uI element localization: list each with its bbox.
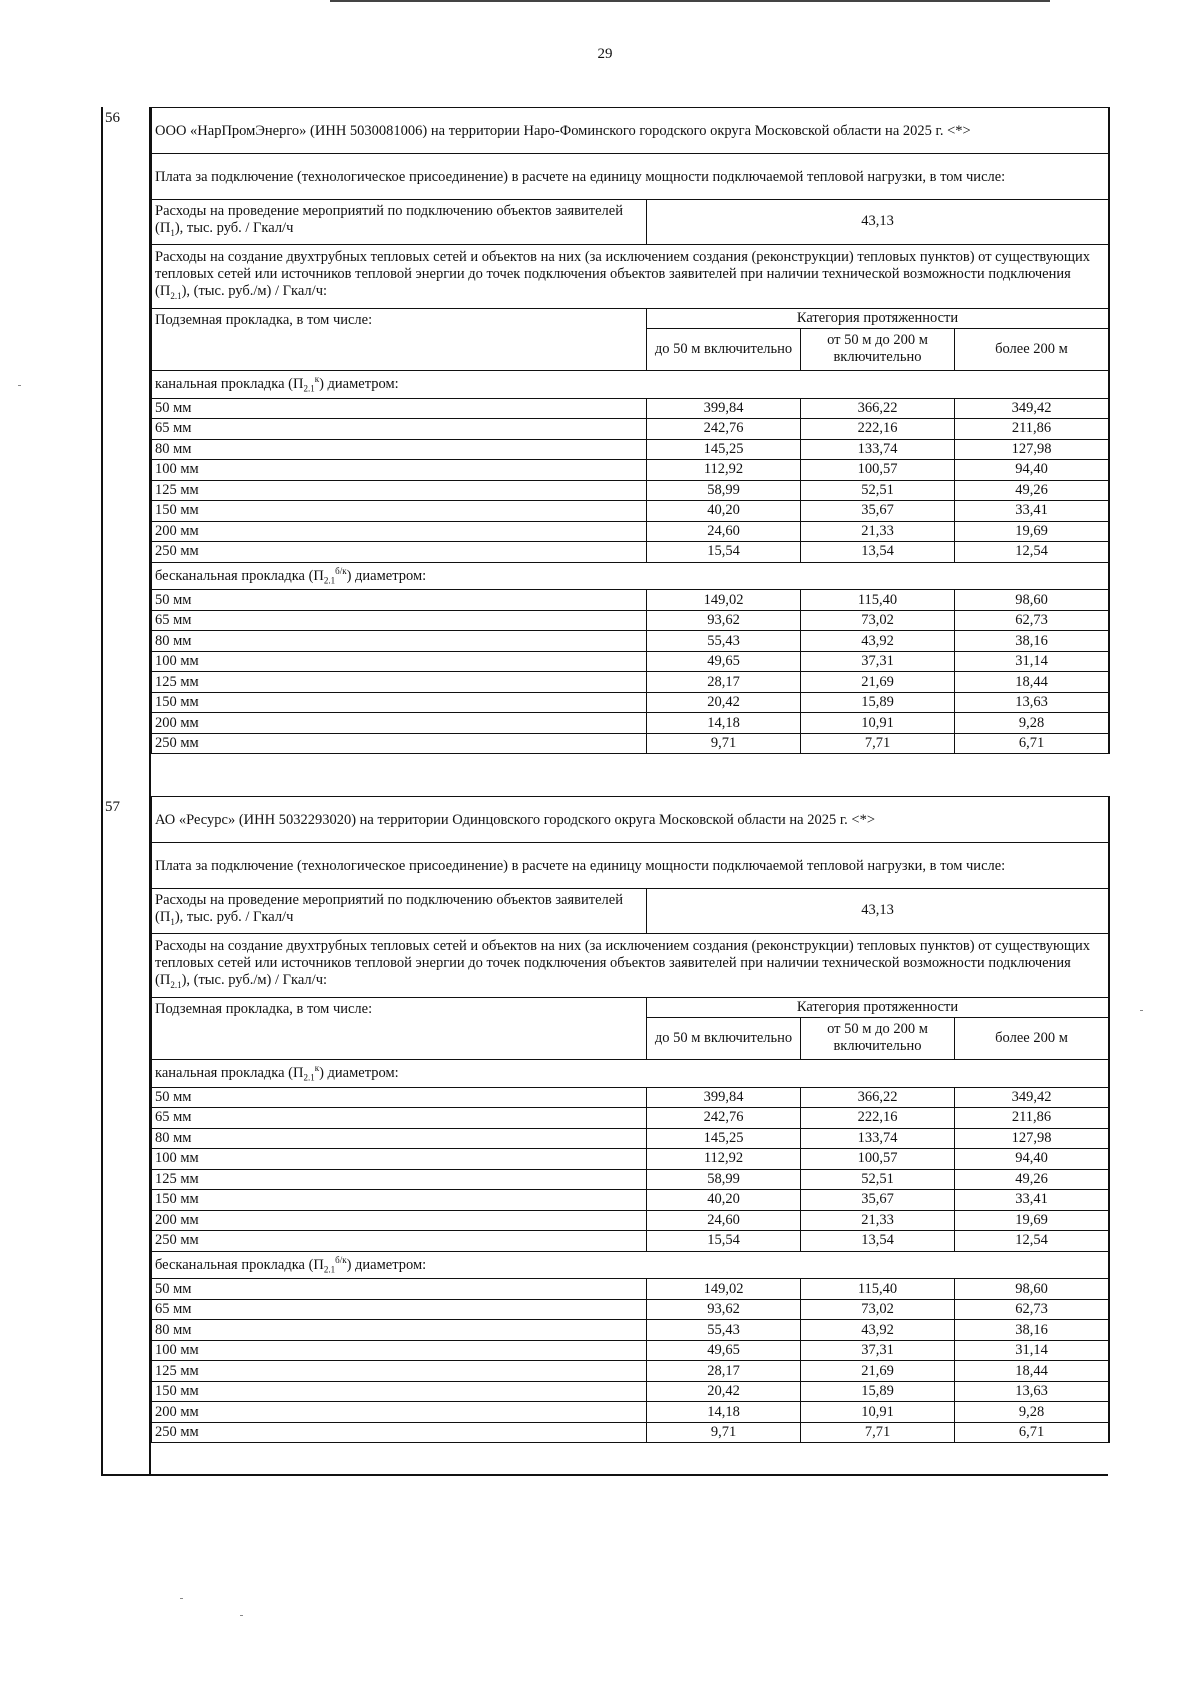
col-header-50-200: от 50 м до 200 м включительно [801,328,955,370]
value-cell: 211,86 [955,1108,1109,1129]
diameter-cell: 50 мм [152,590,647,611]
diameter-cell: 125 мм [152,480,647,501]
diameter-cell: 200 мм [152,713,647,734]
value-cell: 222,16 [801,1108,955,1129]
value-cell: 15,54 [647,542,801,563]
value-cell: 112,92 [647,460,801,481]
p1-label-text: Расходы на проведение мероприятий по подключению объектов заявителей $(П_1)$, тыс. руб. / Гкал/ч [155,892,623,927]
value-cell: 115,40 [801,590,955,611]
value-cell: 10,91 [801,713,955,734]
diameter-cell: 80 мм [152,1320,647,1341]
diameter-cell: 100 мм [152,1149,647,1170]
value-cell: 127,98 [955,439,1109,460]
value-cell: 21,69 [801,672,955,693]
table-bottom-border [101,1474,1108,1476]
diameter-cell: 50 мм [152,1279,647,1300]
value-cell: 14,18 [647,1402,801,1423]
diameter-cell: 80 мм [152,439,647,460]
value-cell: 115,40 [801,1279,955,1300]
scan-speck [240,1615,243,1616]
connection-fee-label: Плата за подключение (технологическое присоединение) в расчете на единицу мощности подключаемой тепловой нагрузки, в том числе: [152,154,1109,200]
value-cell: 58,99 [647,480,801,501]
value-cell: 43,92 [801,631,955,652]
diameter-cell: 250 мм [152,733,647,754]
value-cell: 35,67 [801,1190,955,1211]
value-cell: 133,74 [801,439,955,460]
value-cell: 366,22 [801,398,955,419]
value-cell: 15,54 [647,1231,801,1252]
value-cell: 13,63 [955,692,1109,713]
value-cell: 18,44 [955,1361,1109,1382]
value-cell: 43,92 [801,1320,955,1341]
diameter-cell: 65 мм [152,1108,647,1129]
diameter-cell: 250 мм [152,542,647,563]
value-cell: 49,26 [955,480,1109,501]
value-cell: 37,31 [801,1340,955,1361]
value-cell: 35,67 [801,501,955,522]
value-cell: 15,89 [801,1381,955,1402]
channel-laying-label: канальная прокладка $(П_{2.1}^к)$ диаметром: [152,1059,1109,1087]
diameter-cell: 150 мм [152,1381,647,1402]
length-category-header: Категория протяженности [647,308,1109,328]
value-cell: 49,65 [647,1340,801,1361]
value-cell: 100,57 [801,460,955,481]
value-cell: 242,76 [647,419,801,440]
value-cell: 33,41 [955,1190,1109,1211]
underground-label: Подземная прокладка, в том числе: [152,308,647,370]
diameter-cell: 100 мм [152,460,647,481]
value-cell: 19,69 [955,521,1109,542]
value-cell: 21,33 [801,521,955,542]
value-cell: 242,76 [647,1108,801,1129]
value-cell: 58,99 [647,1169,801,1190]
value-cell: 55,43 [647,1320,801,1341]
value-cell: 38,16 [955,1320,1109,1341]
value-cell: 19,69 [955,1210,1109,1231]
value-cell: 93,62 [647,610,801,631]
diameter-cell: 80 мм [152,1128,647,1149]
scan-top-edge [330,0,1050,2]
value-cell: 12,54 [955,1231,1109,1252]
value-cell: 52,51 [801,480,955,501]
value-cell: 15,89 [801,692,955,713]
value-cell: 9,28 [955,713,1109,734]
diameter-cell: 250 мм [152,1422,647,1443]
value-cell: 13,63 [955,1381,1109,1402]
value-cell: 145,25 [647,1128,801,1149]
value-cell: 49,26 [955,1169,1109,1190]
value-cell: 149,02 [647,590,801,611]
organization-title: ООО «НарПромЭнерго» (ИНН 5030081006) на территории Наро-Фоминского городского округа Московской области на 2025 г. <*> [152,108,1109,154]
value-cell: 98,60 [955,1279,1109,1300]
value-cell: 9,71 [647,733,801,754]
diameter-cell: 65 мм [152,419,647,440]
diameter-cell: 65 мм [152,1299,647,1320]
tariff-block-56 [101,107,1108,796]
value-cell: 14,18 [647,713,801,734]
diameter-cell: 200 мм [152,1402,647,1423]
diameter-cell: 65 мм [152,610,647,631]
value-cell: 211,86 [955,419,1109,440]
channelless-laying-label: бесканальная прокладка $(П_{2.1}^{б/к})$ диаметром: [152,1251,1109,1279]
value-cell: 40,20 [647,1190,801,1211]
value-cell: 21,69 [801,1361,955,1382]
p2-description: Расходы на создание двухтрубных тепловых сетей и объектов на них (за исключением создания (реконструкции) тепловых пунктов) от существующих тепловых сетей или источников тепловой энергии до точек подключения объектов заявителей при наличии технической возможности подключения $(П_{2.1})$, (тыс. руб./м) / Гкал/ч: [152,244,1109,308]
value-cell: 7,71 [801,1422,955,1443]
value-cell: 9,28 [955,1402,1109,1423]
value-cell: 127,98 [955,1128,1109,1149]
value-cell: 349,42 [955,1087,1109,1108]
p1-label-text: Расходы на проведение мероприятий по подключению объектов заявителей $(П_1)$, тыс. руб. / Гкал/ч [155,203,623,238]
diameter-cell: 200 мм [152,521,647,542]
value-cell: 7,71 [801,733,955,754]
value-cell: 98,60 [955,590,1109,611]
value-cell: 12,54 [955,542,1109,563]
scan-speck [1140,1010,1143,1011]
p1-value: 43,13 [647,200,1109,245]
organization-title: АО «Ресурс» (ИНН 5032293020) на территории Одинцовского городского округа Московской области на 2025 г. <*> [152,797,1109,843]
value-cell: 6,71 [955,1422,1109,1443]
col-header-up-to-50: до 50 м включительно [647,328,801,370]
diameter-cell: 50 мм [152,398,647,419]
value-cell: 222,16 [801,419,955,440]
diameter-cell: 250 мм [152,1231,647,1252]
diameter-cell: 150 мм [152,1190,647,1211]
value-cell: 399,84 [647,398,801,419]
value-cell: 93,62 [647,1299,801,1320]
diameter-cell: 200 мм [152,1210,647,1231]
value-cell: 28,17 [647,1361,801,1382]
p1-label [152,200,647,245]
length-category-header: Категория протяженности [647,997,1109,1017]
value-cell: 366,22 [801,1087,955,1108]
diameter-cell: 150 мм [152,692,647,713]
value-cell: 133,74 [801,1128,955,1149]
connection-fee-label: Плата за подключение (технологическое присоединение) в расчете на единицу мощности подключаемой тепловой нагрузки, в том числе: [152,843,1109,889]
diameter-cell: 100 мм [152,651,647,672]
tariff-table [151,107,1109,754]
row-number: 56 [103,107,151,796]
tariff-block-57 [101,796,1108,1474]
col-header-over-200: более 200 м [955,1017,1109,1059]
diameter-cell: 50 мм [152,1087,647,1108]
value-cell: 73,02 [801,610,955,631]
channelless-laying-label: бесканальная прокладка $(П_{2.1}^{б/к})$ диаметром: [152,562,1109,590]
value-cell: 100,57 [801,1149,955,1170]
value-cell: 399,84 [647,1087,801,1108]
value-cell: 28,17 [647,672,801,693]
value-cell: 145,25 [647,439,801,460]
value-cell: 49,65 [647,651,801,672]
value-cell: 55,43 [647,631,801,652]
row-number: 57 [103,796,151,1474]
value-cell: 37,31 [801,651,955,672]
diameter-cell: 125 мм [152,1169,647,1190]
diameter-cell: 100 мм [152,1340,647,1361]
col-header-over-200: более 200 м [955,328,1109,370]
tariff-table [151,796,1109,1443]
value-cell: 24,60 [647,1210,801,1231]
value-cell: 38,16 [955,631,1109,652]
value-cell: 349,42 [955,398,1109,419]
value-cell: 9,71 [647,1422,801,1443]
col-header-up-to-50: до 50 м включительно [647,1017,801,1059]
value-cell: 149,02 [647,1279,801,1300]
col-header-50-200: от 50 м до 200 м включительно [801,1017,955,1059]
value-cell: 21,33 [801,1210,955,1231]
underground-label: Подземная прокладка, в том числе: [152,997,647,1059]
value-cell: 94,40 [955,1149,1109,1170]
value-cell: 13,54 [801,542,955,563]
p2-description: Расходы на создание двухтрубных тепловых сетей и объектов на них (за исключением создания (реконструкции) тепловых пунктов) от существующих тепловых сетей или источников тепловой энергии до точек подключения объектов заявителей при наличии технической возможности подключения $(П_{2.1})$, (тыс. руб./м) / Гкал/ч: [152,933,1109,997]
value-cell: 6,71 [955,733,1109,754]
value-cell: 52,51 [801,1169,955,1190]
value-cell: 31,14 [955,651,1109,672]
value-cell: 62,73 [955,610,1109,631]
value-cell: 73,02 [801,1299,955,1320]
value-cell: 40,20 [647,501,801,522]
value-cell: 33,41 [955,501,1109,522]
diameter-cell: 80 мм [152,631,647,652]
value-cell: 20,42 [647,1381,801,1402]
value-cell: 20,42 [647,692,801,713]
diameter-cell: 125 мм [152,1361,647,1382]
value-cell: 10,91 [801,1402,955,1423]
value-cell: 94,40 [955,460,1109,481]
value-cell: 24,60 [647,521,801,542]
scan-speck [18,385,21,386]
value-cell: 13,54 [801,1231,955,1252]
scan-speck [180,1598,183,1599]
diameter-cell: 125 мм [152,672,647,693]
page-number: 29 [597,46,613,62]
value-cell: 31,14 [955,1340,1109,1361]
value-cell: 62,73 [955,1299,1109,1320]
diameter-cell: 150 мм [152,501,647,522]
value-cell: 18,44 [955,672,1109,693]
channel-laying-label: канальная прокладка $(П_{2.1}^к)$ диаметром: [152,370,1109,398]
p1-label [152,889,647,934]
p1-value: 43,13 [647,889,1109,934]
value-cell: 112,92 [647,1149,801,1170]
